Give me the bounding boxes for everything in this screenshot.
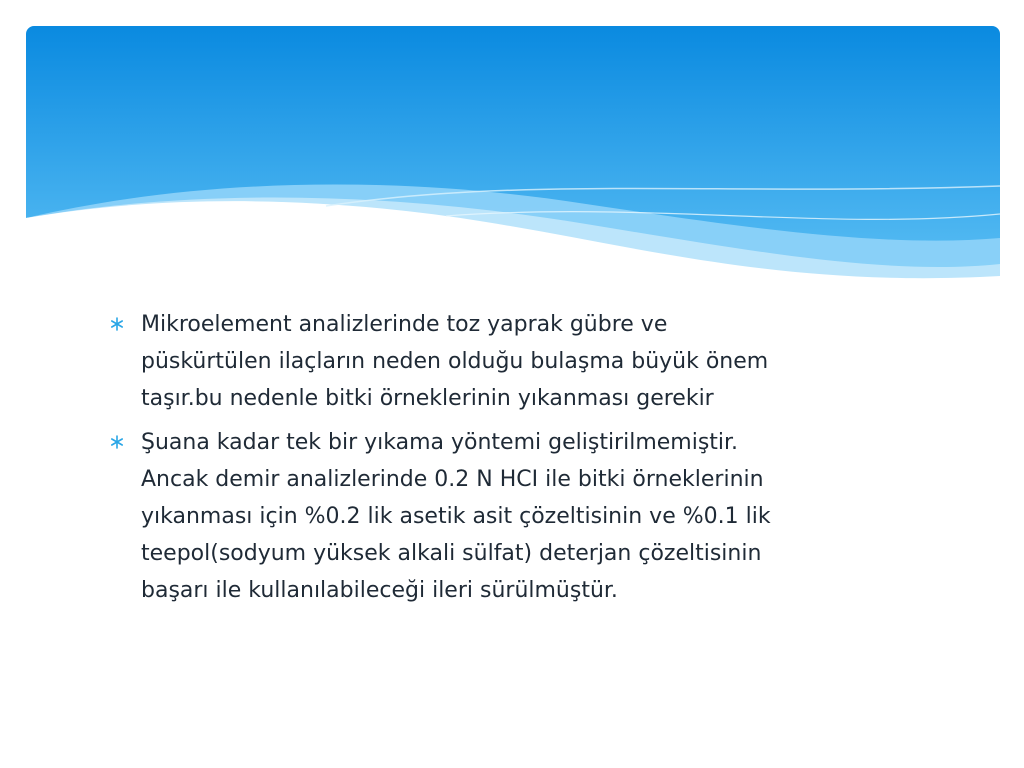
wave-graphic <box>26 26 1000 288</box>
bullet-list <box>108 306 908 609</box>
header-wave-banner <box>26 26 1000 288</box>
bullet-text: Şuana kadar tek bir yıkama yöntemi geliştirilmemiştir. Ancak demir analizlerinde 0.2 N HCI ile bitki örneklerinin yıkanması için %0.2 lik asetik asit çözeltisinin ve %0.1 lik teepol(sodyum yüksek alkali sülfat) deterjan çözeltisinin başarı ile kullanılabileceği ileri sürülmüştür. <box>141 430 771 603</box>
slide-body <box>108 306 908 616</box>
bullet-item <box>108 424 908 609</box>
asterisk-bullet-icon <box>108 315 126 333</box>
bullet-text: Mikroelement analizlerinde toz yaprak gübre ve püskürtülen ilaçların neden olduğu bulaşma büyük önem taşır.bu nedenle bitki örneklerinin yıkanması gerekir <box>141 312 769 411</box>
bullet-item <box>108 306 908 417</box>
asterisk-bullet-icon <box>108 433 126 451</box>
